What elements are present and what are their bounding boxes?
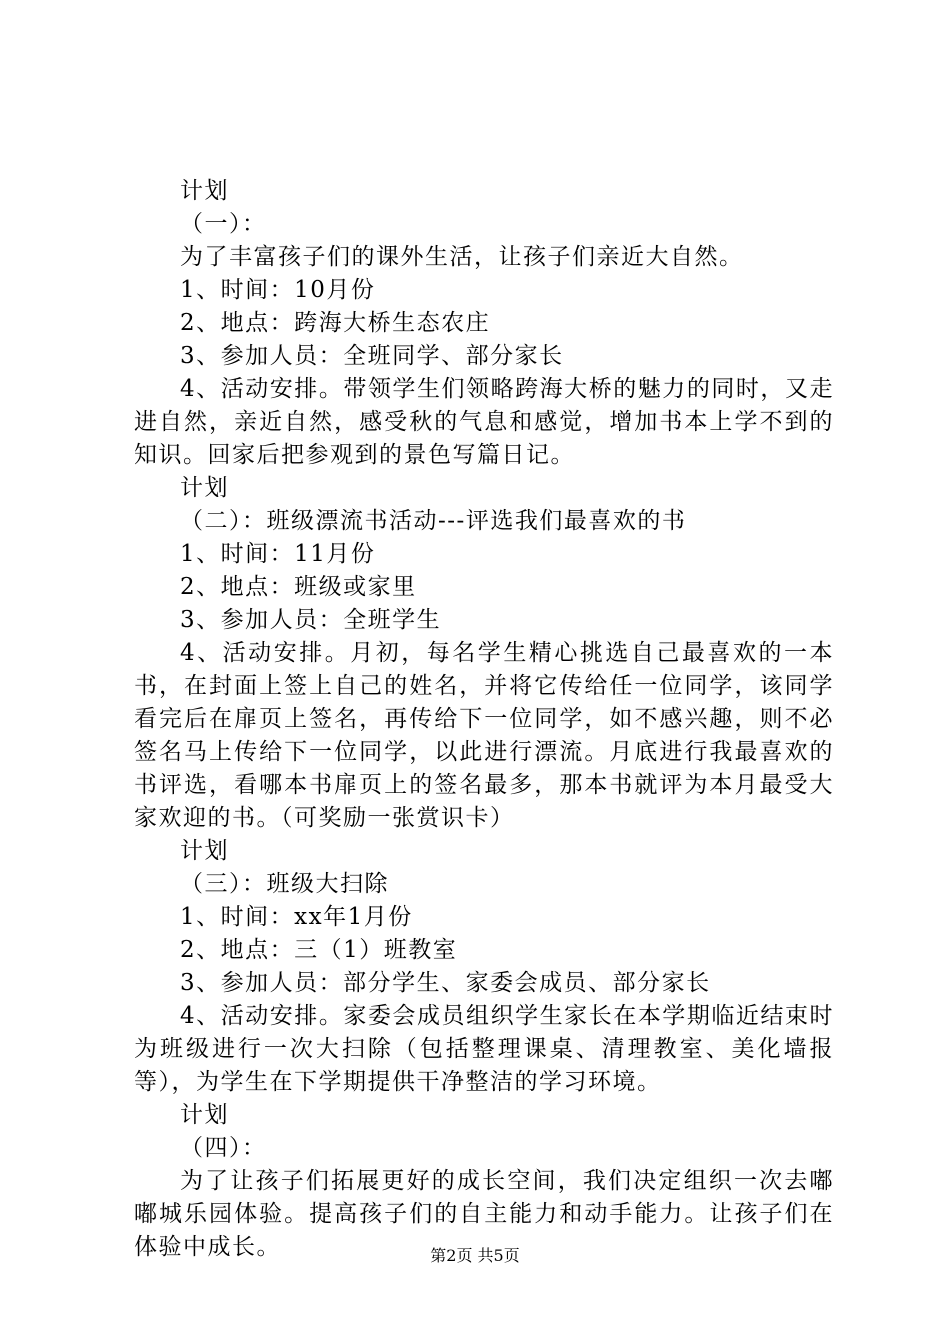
paragraph: （一）： (180, 211, 267, 237)
paragraph: 为了丰富孩子们的课外生活，让孩子们亲近大自然。 (180, 244, 744, 270)
paragraph: 计划 (180, 1102, 229, 1128)
paragraph: （二）：班级漂流书活动---评选我们最喜欢的书 (180, 508, 687, 534)
paragraph: 2、地点：跨海大桥生态农庄 (180, 310, 491, 336)
paragraph: 1、时间：11月份 (180, 541, 376, 567)
page-number-footer: 第2页 共5页 (430, 1246, 520, 1265)
paragraph: 计划 (180, 178, 229, 204)
paragraph: 1、时间：xx年1月份 (180, 904, 413, 930)
paragraph: 为了让孩子们拓展更好的成长空间，我们决定组织一次去嘟嘟城乐园体验。提高孩子们的自主能力和动手能力。让孩子们在体验中成长。 (134, 1168, 834, 1260)
paragraph: 2、地点：班级或家里 (180, 574, 417, 600)
paragraph: （四）： (180, 1135, 267, 1161)
paragraph: 4、活动安排。家委会成员组织学生家长在本学期临近结束时为班级进行一次大扫除（包括整理课桌、清理教室、美化墙报等），为学生在下学期提供干净整洁的学习环境。 (134, 1003, 834, 1095)
document-body (134, 175, 834, 1264)
paragraph: 计划 (180, 475, 229, 501)
paragraph: 2、地点：三（1）班教室 (180, 937, 458, 963)
paragraph: 3、参加人员：全班同学、部分家长 (180, 343, 564, 369)
paragraph: 4、活动安排。带领学生们领略跨海大桥的魅力的同时，又走进自然，亲近自然，感受秋的气息和感觉，增加书本上学不到的知识。回家后把参观到的景色写篇日记。 (134, 376, 834, 468)
paragraph: （三）：班级大扫除 (180, 871, 389, 897)
paragraph: 3、参加人员：全班学生 (180, 607, 442, 633)
paragraph: 1、时间：10月份 (180, 277, 376, 303)
paragraph: 4、活动安排。月初，每名学生精心挑选自己最喜欢的一本书，在封面上签上自己的姓名，并将它传给任一位同学，该同学看完后在扉页上签名，再传给下一位同学，如不感兴趣，则不必签名马上传给下一位同学，以此进行漂流。月底进行我最喜欢的书评选，看哪本书扉页上的签名最多，那本书就评为本月最受大家欢迎的书。（可奖励一张赏识卡） (134, 640, 834, 831)
paragraph: 3、参加人员：部分学生、家委会成员、部分家长 (180, 970, 711, 996)
paragraph: 计划 (180, 838, 229, 864)
